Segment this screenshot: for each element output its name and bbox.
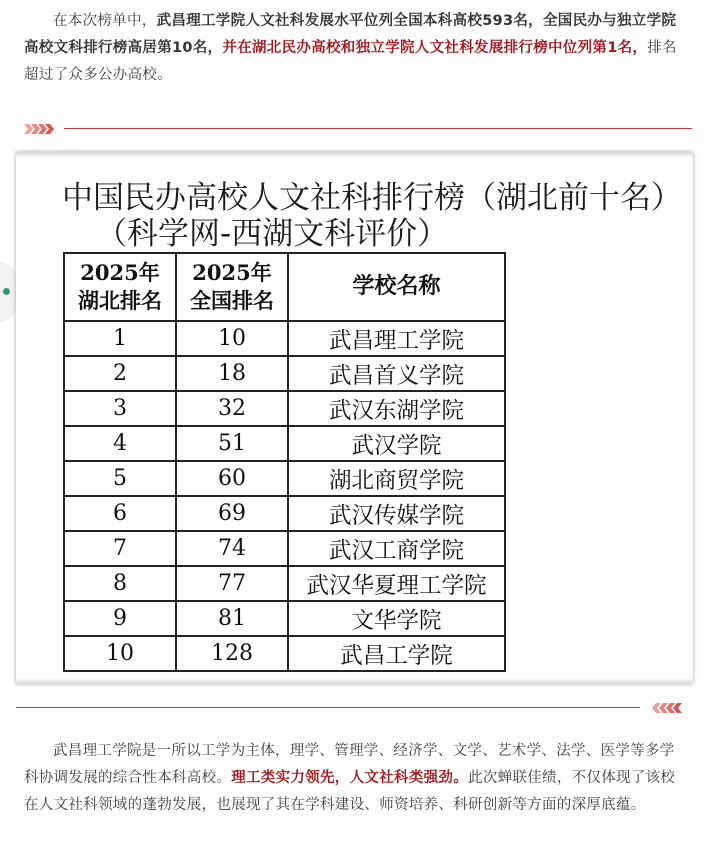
table-row bbox=[64, 356, 505, 391]
cell-hubei-rank: 5 bbox=[64, 461, 176, 496]
cell-school: 武汉工商学院 bbox=[288, 531, 505, 566]
cell-hubei-rank: 1 bbox=[64, 321, 176, 356]
ranking-table bbox=[63, 252, 506, 672]
table-row bbox=[64, 426, 505, 461]
header-school-name: 学校名称 bbox=[288, 253, 505, 321]
header-line: 全国排名 bbox=[190, 288, 274, 313]
cell-school: 武汉传媒学院 bbox=[288, 496, 505, 531]
divider-line bbox=[64, 128, 692, 129]
image-title: 中国民办高校人文社科排行榜（湖北前十名） bbox=[62, 180, 682, 216]
cell-national-rank: 128 bbox=[176, 636, 288, 671]
cell-school: 文华学院 bbox=[288, 601, 505, 636]
intro-tail: 排名超过了众多公办高校。 bbox=[24, 40, 677, 83]
cell-hubei-rank: 9 bbox=[64, 601, 176, 636]
header-line: 2025年 bbox=[80, 260, 160, 285]
cell-national-rank: 51 bbox=[176, 426, 288, 461]
header-line: 湖北排名 bbox=[78, 288, 162, 313]
divider-line bbox=[16, 707, 640, 708]
cell-hubei-rank: 4 bbox=[64, 426, 176, 461]
table-row bbox=[64, 636, 505, 671]
side-handle-icon[interactable] bbox=[0, 262, 16, 322]
cell-hubei-rank: 6 bbox=[64, 496, 176, 531]
outro-paragraph bbox=[24, 738, 689, 819]
outro-tail: 此次蝉联佳绩，不仅体现了该校在人文社科领域的蓬勃发展，也展现了其在学科建设、师资培养、科研创新等方面的深厚底蕴。 bbox=[24, 770, 676, 813]
cell-national-rank: 74 bbox=[176, 531, 288, 566]
cell-national-rank: 69 bbox=[176, 496, 288, 531]
cell-school: 武昌理工学院 bbox=[288, 321, 505, 356]
cell-school: 武汉学院 bbox=[288, 426, 505, 461]
intro-paragraph bbox=[24, 8, 689, 89]
cell-national-rank: 81 bbox=[176, 601, 288, 636]
table-row bbox=[64, 496, 505, 531]
cell-national-rank: 18 bbox=[176, 356, 288, 391]
cell-hubei-rank: 2 bbox=[64, 356, 176, 391]
table-row bbox=[64, 531, 505, 566]
outro-lead: 武昌理工学院是一所以工学为主体，理学、管理学、经济学、文学、艺术学、法学、医学等多学科协调发展的综合性本科高校。 bbox=[24, 743, 675, 786]
bottom-divider bbox=[0, 700, 709, 716]
cell-school: 武昌工学院 bbox=[288, 636, 505, 671]
intro-highlight: 并在湖北民办高校和独立学院人文社科发展排行榜中位列第1名， bbox=[222, 40, 648, 56]
cell-school: 湖北商贸学院 bbox=[288, 461, 505, 496]
image-subtitle: （科学网-西湖文科评价） bbox=[96, 216, 449, 252]
cell-school: 武汉华夏理工学院 bbox=[288, 566, 505, 601]
cell-school: 武汉东湖学院 bbox=[288, 391, 505, 426]
top-divider bbox=[0, 121, 709, 137]
chevrons-left-icon bbox=[652, 700, 680, 716]
header-hubei-rank bbox=[64, 253, 176, 321]
cell-national-rank: 32 bbox=[176, 391, 288, 426]
table-header-row bbox=[64, 253, 505, 321]
cell-hubei-rank: 7 bbox=[64, 531, 176, 566]
chevrons-right-icon bbox=[24, 121, 52, 137]
table-row bbox=[64, 391, 505, 426]
table-row bbox=[64, 601, 505, 636]
table-row bbox=[64, 566, 505, 601]
header-line: 2025年 bbox=[192, 260, 272, 285]
intro-bold-text: 武昌理工学院人文社科发展水平位列全国本科高校593名，全国民办与独立学院高校文科排行榜高居第10名， bbox=[24, 13, 677, 56]
table-row bbox=[64, 321, 505, 356]
cell-hubei-rank: 8 bbox=[64, 566, 176, 601]
ranking-image bbox=[16, 152, 693, 684]
cell-hubei-rank: 10 bbox=[64, 636, 176, 671]
cell-school: 武昌首义学院 bbox=[288, 356, 505, 391]
outro-highlight: 理工类实力领先，人文社科类强劲。 bbox=[231, 770, 469, 786]
table-row bbox=[64, 461, 505, 496]
intro-lead: 在本次榜单中， bbox=[53, 13, 157, 29]
header-national-rank bbox=[176, 253, 288, 321]
cell-national-rank: 60 bbox=[176, 461, 288, 496]
cell-national-rank: 77 bbox=[176, 566, 288, 601]
cell-hubei-rank: 3 bbox=[64, 391, 176, 426]
cell-national-rank: 10 bbox=[176, 321, 288, 356]
